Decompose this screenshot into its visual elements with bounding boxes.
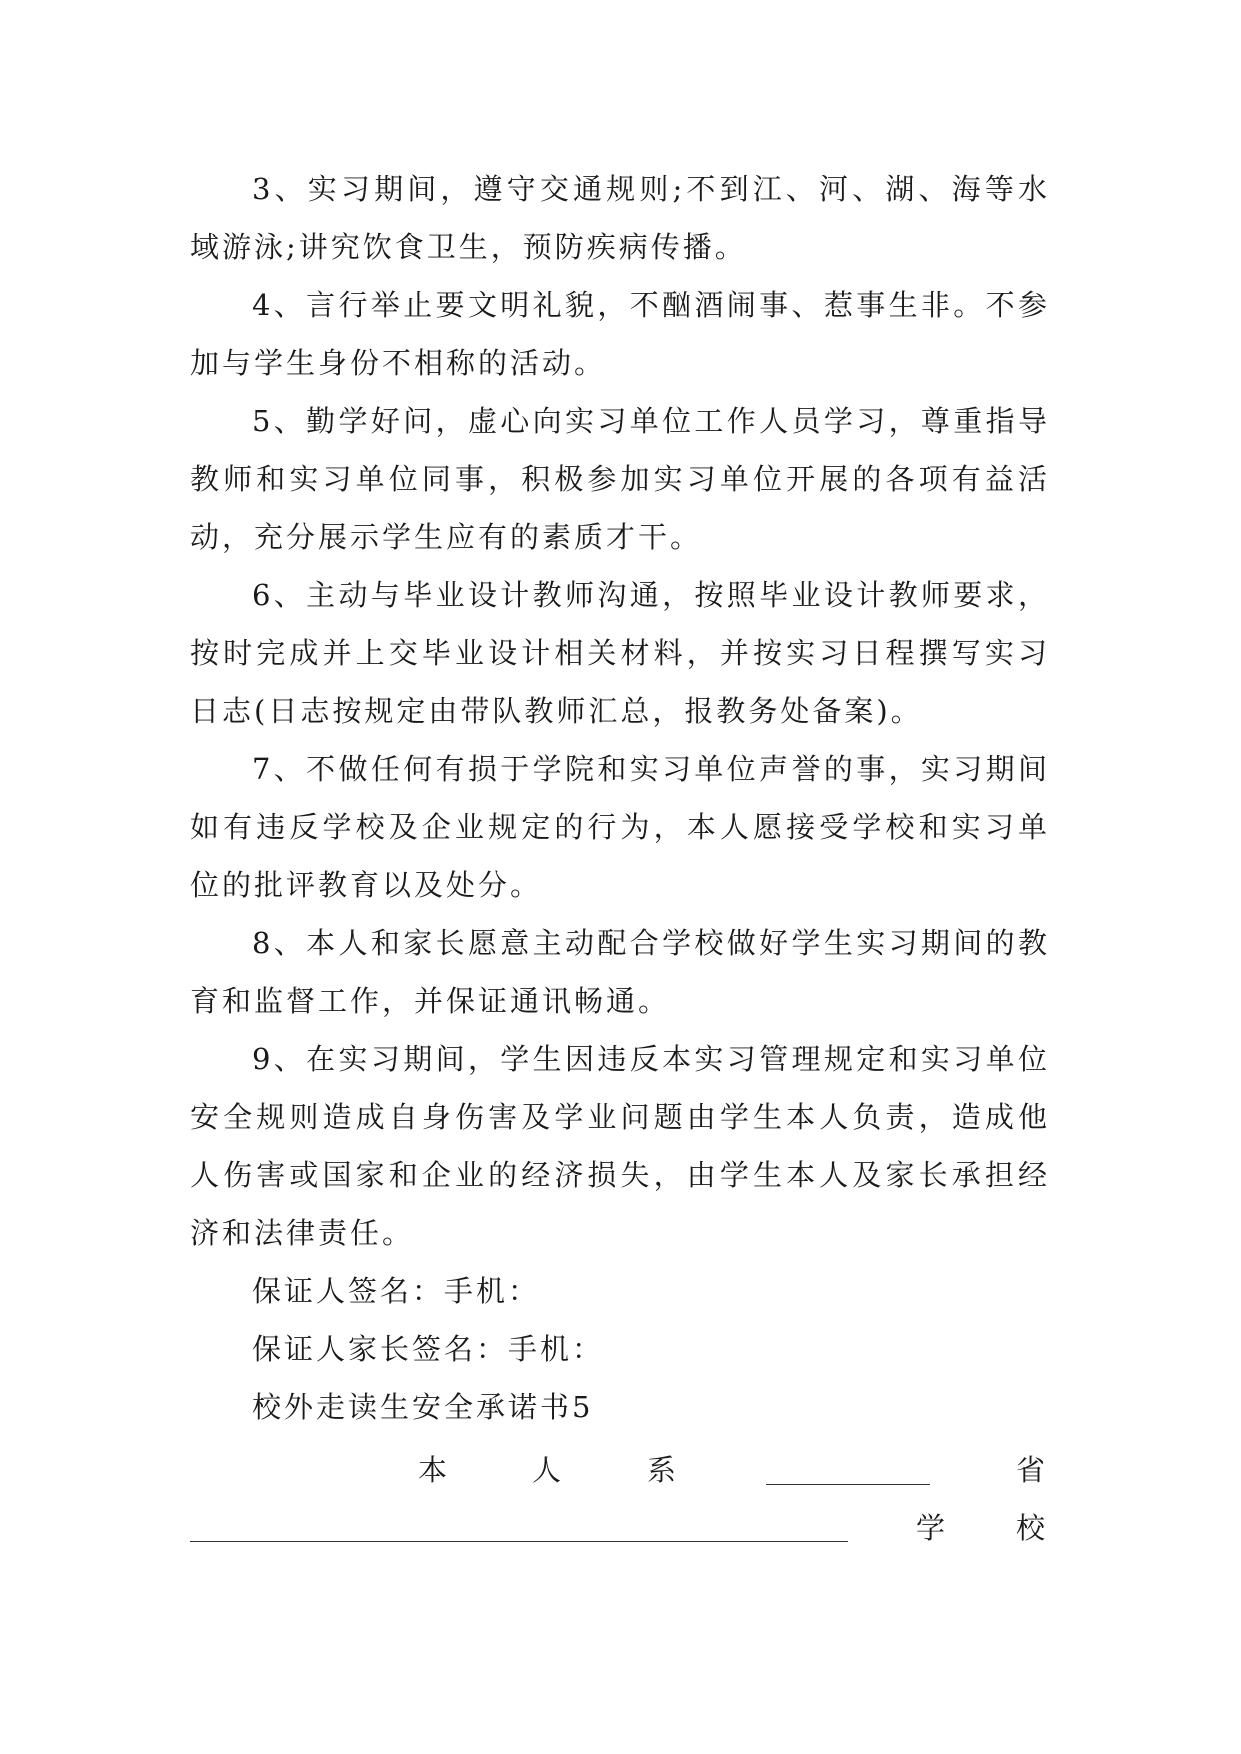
province-blank [766,1484,930,1485]
next-section-title: 校外走读生安全承诺书5 [252,1390,594,1424]
paragraph-3: 3、实习期间，遵守交通规则;不到江、河、湖、海等水域游泳;讲究饮食卫生，预防疾病传播。 [190,172,1050,264]
statement-word-xiao: 校 [1016,1511,1046,1545]
paragraph-7: 7、不做任何有损于学院和实习单位声誉的事，实习期间如有违反学校及企业规定的行为，本人愿接受学校和实习单位的批评教育以及处分。 [190,752,1050,902]
statement-word-ben: 本 [418,1453,448,1487]
paragraph-8: 8、本人和家长愿意主动配合学校做好学生实习期间的教育和监督工作，并保证通讯畅通。 [190,926,1050,1018]
paragraph-6: 6、主动与毕业设计教师沟通，按照毕业设计教师要求，按时完成并上交毕业设计相关材料，并按实习日程撰写实习日志(日志按规定由带队教师汇总，报教务处备案)。 [190,578,1050,728]
paragraph-4: 4、言行举止要文明礼貌，不酗酒闹事、惹事生非。不参加与学生身份不相称的活动。 [190,288,1050,380]
statement-word-sheng: 省 [1016,1453,1046,1487]
statement-word-xue: 学 [916,1511,946,1545]
statement-word-ren: 人 [532,1453,562,1487]
paragraph-9: 9、在实习期间，学生因违反本实习管理规定和实习单位安全规则造成自身伤害及学业问题由学生本人负责，造成他人伤害或国家和企业的经济损失，由学生本人及家长承担经济和法律责任。 [190,1042,1050,1250]
guarantor-signature-line: 保证人签名：手机： [252,1274,541,1308]
school-blank [190,1541,848,1542]
document-body [190,160,1050,1436]
paragraph-5: 5、勤学好问，虚心向实习单位工作人员学习，尊重指导教师和实习单位同事，积极参加实习单位开展的各项有益活动，充分展示学生应有的素质才干。 [190,404,1050,554]
statement-word-xi: 系 [647,1453,677,1487]
parent-signature-line: 保证人家长签名：手机： [252,1332,605,1366]
